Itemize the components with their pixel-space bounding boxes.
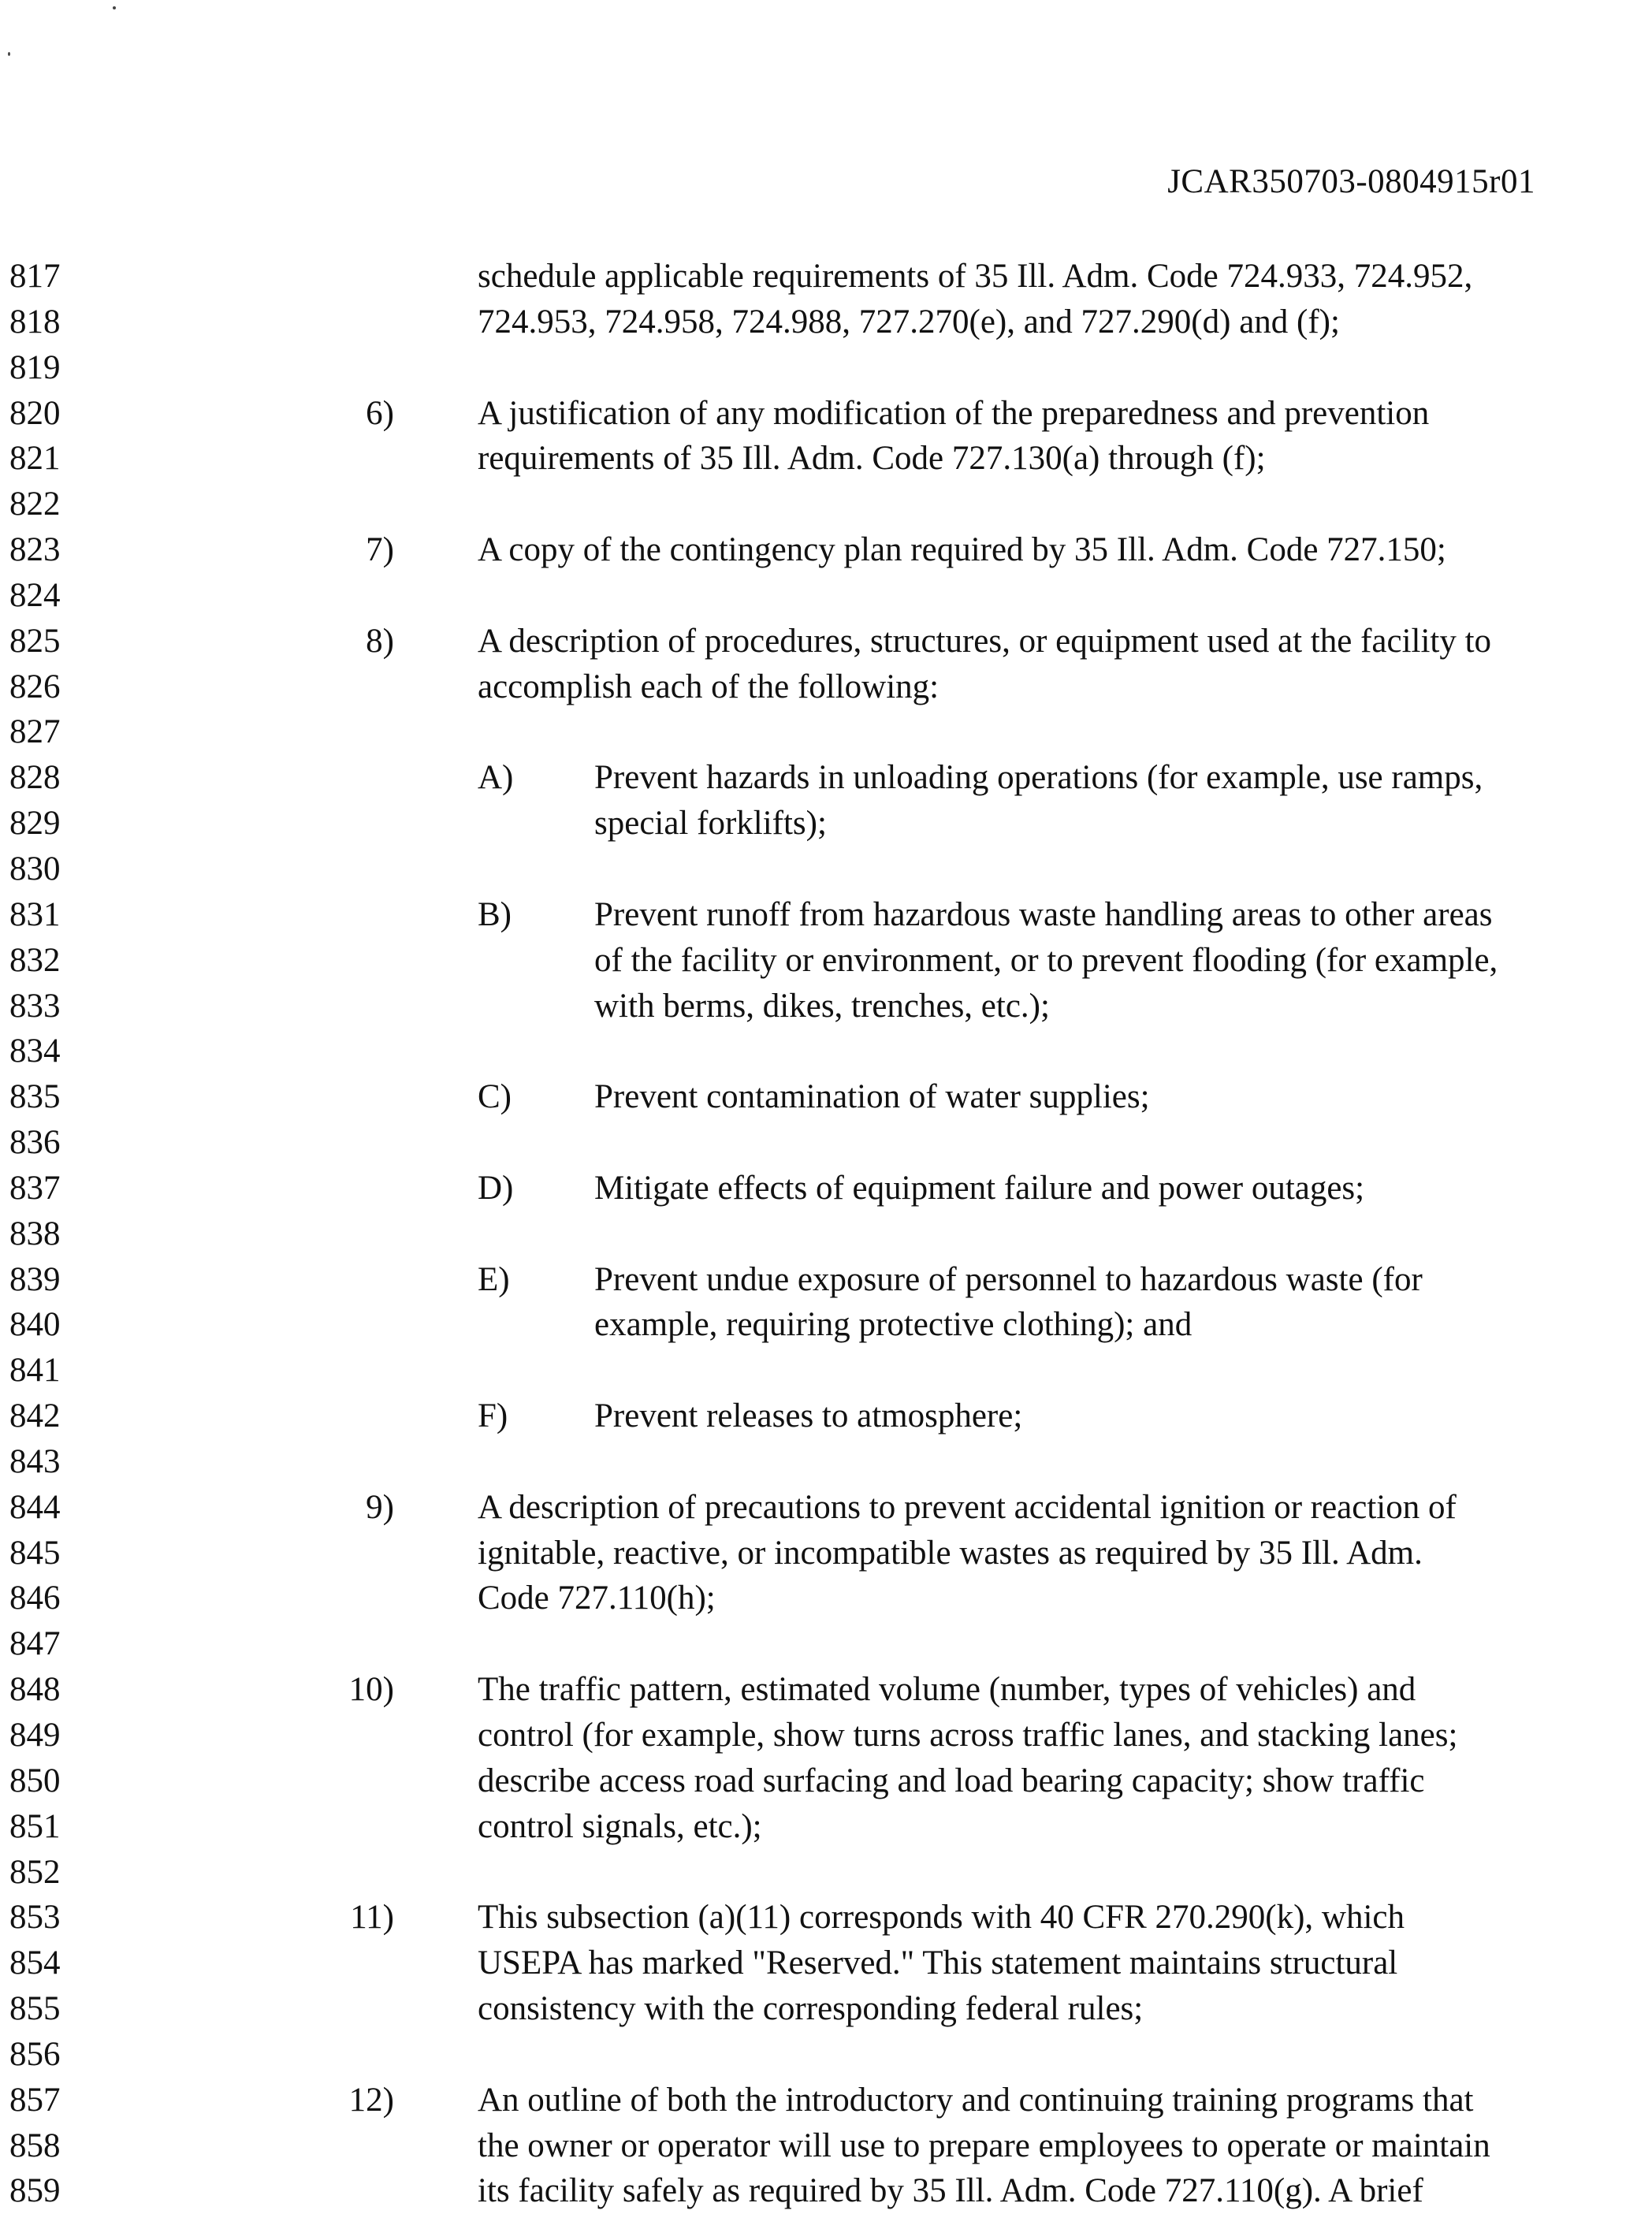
item-number: 8) xyxy=(366,622,394,660)
document-line xyxy=(0,1986,1652,2032)
line-text: Prevent hazards in unloading operations (for example, use ramps, xyxy=(594,759,1483,797)
line-number: 852 xyxy=(9,1853,61,1891)
line-text: special forklifts); xyxy=(594,805,827,843)
document-line xyxy=(0,1667,1652,1713)
line-text: describe access road surfacing and load bearing capacity; show traffic xyxy=(478,1762,1425,1799)
line-text: consistency with the corresponding federal rules; xyxy=(478,1990,1144,2028)
document-line xyxy=(0,1257,1652,1303)
document-line xyxy=(0,938,1652,984)
document-line xyxy=(0,2123,1652,2169)
line-text: control signals, etc.); xyxy=(478,1807,762,1845)
line-number: 855 xyxy=(9,1990,61,2028)
line-text: example, requiring protective clothing); and xyxy=(594,1306,1192,1344)
subitem-letter: D) xyxy=(478,1169,514,1207)
line-number: 850 xyxy=(9,1762,61,1799)
item-number: 12) xyxy=(348,2081,394,2119)
subitem-letter: E) xyxy=(478,1260,510,1298)
line-number: 824 xyxy=(9,576,61,614)
document-line xyxy=(0,482,1652,527)
document-line xyxy=(0,1758,1652,1804)
line-number: 832 xyxy=(9,941,61,979)
document-line xyxy=(0,2078,1652,2123)
document-line xyxy=(0,1895,1652,1941)
line-number: 851 xyxy=(9,1807,61,1845)
document-line xyxy=(0,1074,1652,1120)
document-line xyxy=(0,1531,1652,1576)
line-number: 837 xyxy=(9,1169,61,1207)
line-number: 821 xyxy=(9,440,61,478)
line-text: control (for example, show turns across traffic lanes, and stacking lanes; xyxy=(478,1717,1458,1754)
document-line xyxy=(0,1576,1652,1621)
document-line xyxy=(0,1394,1652,1439)
line-number: 848 xyxy=(9,1671,61,1709)
document-line xyxy=(0,709,1652,755)
document-line xyxy=(0,1713,1652,1758)
document-line xyxy=(0,1211,1652,1257)
subitem-letter: C) xyxy=(478,1078,512,1116)
document-line xyxy=(0,1941,1652,1986)
line-text: 724.953, 724.958, 724.988, 727.270(e), and 727.290(d) and (f); xyxy=(478,303,1340,340)
item-number: 9) xyxy=(366,1488,394,1526)
line-number: 833 xyxy=(9,987,61,1025)
document-line xyxy=(0,1804,1652,1850)
item-number: 7) xyxy=(366,531,394,569)
line-number: 817 xyxy=(9,258,61,295)
line-number: 826 xyxy=(9,668,61,705)
document-line xyxy=(0,1029,1652,1074)
line-number: 842 xyxy=(9,1397,61,1435)
line-number: 828 xyxy=(9,759,61,797)
line-number: 838 xyxy=(9,1215,61,1252)
document-line xyxy=(0,2032,1652,2078)
document-line xyxy=(0,892,1652,938)
line-text: Prevent undue exposure of personnel to hazardous waste (for xyxy=(594,1260,1423,1298)
line-text: the owner or operator will use to prepare employees to operate or maintain xyxy=(478,2127,1490,2164)
line-number: 829 xyxy=(9,805,61,843)
subitem-letter: F) xyxy=(478,1397,508,1435)
document-line xyxy=(0,527,1652,573)
document-line xyxy=(0,345,1652,391)
line-number: 845 xyxy=(9,1534,61,1572)
line-text: The traffic pattern, estimated volume (number, types of vehicles) and xyxy=(478,1671,1416,1709)
line-number: 825 xyxy=(9,622,61,660)
document-line xyxy=(0,847,1652,892)
line-number: 831 xyxy=(9,895,61,933)
numbered-text-lines xyxy=(0,254,1652,2214)
document-line xyxy=(0,984,1652,1029)
line-number: 836 xyxy=(9,1124,61,1162)
line-text: its facility safely as required by 35 Ill. Adm. Code 727.110(g). A brief xyxy=(478,2172,1423,2210)
subitem-letter: A) xyxy=(478,759,514,797)
line-number: 847 xyxy=(9,1625,61,1663)
document-line xyxy=(0,1348,1652,1394)
line-number: 858 xyxy=(9,2127,61,2164)
document-id: JCAR350703-0804915r01 xyxy=(1167,163,1535,200)
line-number: 841 xyxy=(9,1352,61,1390)
line-number: 856 xyxy=(9,2035,61,2073)
scan-speck xyxy=(113,6,116,9)
line-number: 818 xyxy=(9,303,61,340)
document-line xyxy=(0,1850,1652,1896)
document-line xyxy=(0,2168,1652,2214)
document-line xyxy=(0,1120,1652,1166)
item-number: 10) xyxy=(348,1671,394,1709)
line-text: A copy of the contingency plan required by 35 Ill. Adm. Code 727.150; xyxy=(478,531,1446,569)
line-number: 834 xyxy=(9,1033,61,1070)
line-text: Prevent runoff from hazardous waste handling areas to other areas xyxy=(594,895,1493,933)
document-line xyxy=(0,664,1652,710)
line-text: Mitigate effects of equipment failure and power outages; xyxy=(594,1169,1365,1207)
line-text: ignitable, reactive, or incompatible wastes as required by 35 Ill. Adm. xyxy=(478,1534,1423,1572)
line-number: 830 xyxy=(9,850,61,887)
item-number: 11) xyxy=(350,1899,394,1937)
line-number: 835 xyxy=(9,1078,61,1116)
scan-speck xyxy=(8,52,10,56)
document-line xyxy=(0,300,1652,345)
line-text: Prevent contamination of water supplies; xyxy=(594,1078,1150,1116)
document-line xyxy=(0,1621,1652,1667)
line-number: 843 xyxy=(9,1442,61,1480)
line-number: 857 xyxy=(9,2081,61,2119)
line-number: 840 xyxy=(9,1306,61,1344)
subitem-letter: B) xyxy=(478,895,512,933)
line-number: 827 xyxy=(9,713,61,751)
document-line xyxy=(0,1485,1652,1531)
document-line xyxy=(0,1302,1652,1348)
line-number: 819 xyxy=(9,348,61,386)
line-number: 846 xyxy=(9,1580,61,1617)
document-line xyxy=(0,1439,1652,1485)
line-text: A justification of any modification of the preparedness and prevention xyxy=(478,394,1430,432)
document-line xyxy=(0,755,1652,801)
document-line xyxy=(0,436,1652,482)
line-number: 823 xyxy=(9,531,61,569)
line-text: accomplish each of the following: xyxy=(478,668,939,705)
document-line xyxy=(0,391,1652,437)
line-text: A description of precautions to prevent accidental ignition or reaction of xyxy=(478,1488,1457,1526)
line-text: An outline of both the introductory and continuing training programs that xyxy=(478,2081,1474,2119)
line-number: 839 xyxy=(9,1260,61,1298)
document-line xyxy=(0,254,1652,300)
line-number: 822 xyxy=(9,486,61,523)
line-text: This subsection (a)(11) corresponds with 40 CFR 270.290(k), which xyxy=(478,1899,1405,1937)
line-text: A description of procedures, structures, or equipment used at the facility to xyxy=(478,622,1492,660)
line-text: USEPA has marked "Reserved." This statement maintains structural xyxy=(478,1944,1398,1982)
line-text: schedule applicable requirements of 35 Ill. Adm. Code 724.933, 724.952, xyxy=(478,258,1473,295)
line-number: 849 xyxy=(9,1717,61,1754)
line-text: Prevent releases to atmosphere; xyxy=(594,1397,1023,1435)
line-text: Code 727.110(h); xyxy=(478,1580,716,1617)
line-text: requirements of 35 Ill. Adm. Code 727.130(a) through (f); xyxy=(478,440,1266,478)
line-text: of the facility or environment, or to prevent flooding (for example, xyxy=(594,941,1498,979)
line-number: 853 xyxy=(9,1899,61,1937)
line-text: with berms, dikes, trenches, etc.); xyxy=(594,987,1050,1025)
document-line xyxy=(0,573,1652,619)
line-number: 859 xyxy=(9,2172,61,2210)
line-number: 820 xyxy=(9,394,61,432)
document-line xyxy=(0,1166,1652,1211)
line-number: 854 xyxy=(9,1944,61,1982)
document-line xyxy=(0,619,1652,664)
line-number: 844 xyxy=(9,1488,61,1526)
item-number: 6) xyxy=(366,394,394,432)
document-line xyxy=(0,801,1652,847)
